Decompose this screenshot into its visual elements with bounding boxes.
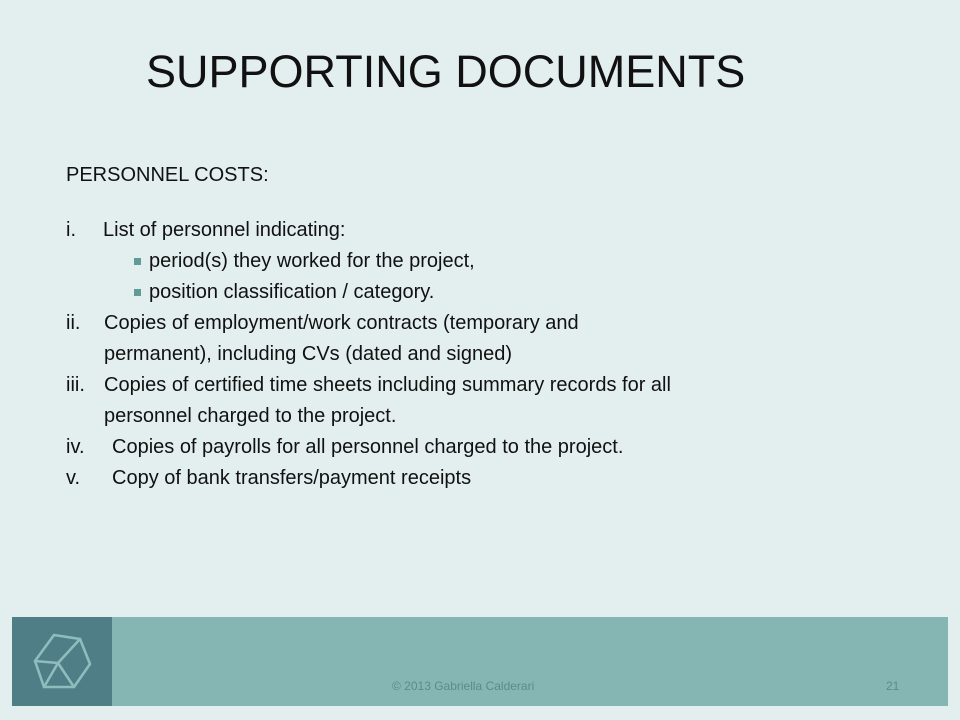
sub-item-position <box>66 277 926 308</box>
list-item-i <box>66 215 926 246</box>
footer-bar <box>12 617 948 706</box>
list-item-number: iv. <box>66 436 85 458</box>
copyright-text: © 2013 Gabriella Calderari <box>392 679 535 693</box>
square-bullet-icon <box>134 258 141 265</box>
list-item-text: Copy of bank transfers/payment receipts <box>112 467 472 489</box>
list-item-text: permanent), including CVs (dated and signed) <box>104 343 513 365</box>
sub-item-text: position classification / category. <box>149 281 435 303</box>
square-bullet-icon <box>134 289 141 296</box>
section-heading: PERSONNEL COSTS: <box>66 164 269 186</box>
list-item-text: Copies of employment/work contracts (temporary and <box>104 312 579 334</box>
list-item-text: personnel charged to the project. <box>104 405 397 427</box>
text-segment: including summary records for all <box>371 374 671 396</box>
list-item-body <box>104 308 926 370</box>
sub-item-text: period(s) they worked for the project, <box>149 250 475 272</box>
list-item-iv <box>66 432 926 463</box>
list-item-body <box>104 370 926 432</box>
slide-title: SUPPORTING DOCUMENTS <box>146 46 746 97</box>
page-number: 21 <box>886 679 900 693</box>
list-item-text: Copies of payrolls for all personnel charged to the project. <box>112 436 624 458</box>
slide-content <box>66 155 926 494</box>
list-item-v <box>66 463 926 494</box>
list-item-number: i. <box>66 219 76 241</box>
list-item-ii <box>66 308 926 370</box>
sub-item-period <box>66 246 926 277</box>
spacer <box>66 195 926 215</box>
text-segment: Copies of <box>104 374 195 396</box>
list-item-number: v. <box>66 467 81 489</box>
list-item-number: ii. <box>66 312 81 334</box>
list-item-text <box>104 370 926 401</box>
list-item-text: List of personnel indicating: <box>103 219 346 241</box>
polyhedron-logo-icon <box>32 631 94 693</box>
list-item-number: iii. <box>66 374 85 396</box>
emphasized-text: certified time sheets <box>194 374 372 396</box>
list-item-iii <box>66 370 926 432</box>
logo-box <box>12 617 112 706</box>
